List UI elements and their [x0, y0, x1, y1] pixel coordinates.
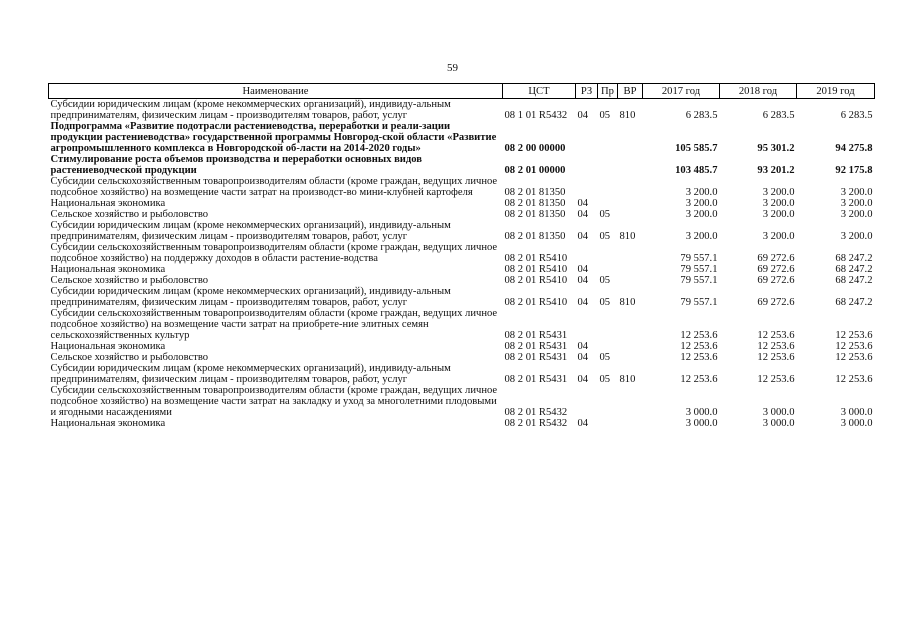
- cell-pr: [598, 154, 618, 176]
- table-row: [49, 242, 875, 264]
- cell-name: Субсидии юридическим лицам (кроме некоммерческих организаций), индивиду-альным предпринимателям, физическим лицам - производителям товаров, работ, услуг: [50, 220, 451, 242]
- cell-pr: 05: [599, 374, 611, 385]
- cell-rz: [576, 176, 598, 198]
- cell-pr: [598, 242, 618, 264]
- cell-cst: 08 2 01 R5410: [504, 275, 568, 286]
- cell-rz: [576, 121, 598, 154]
- cell-y2017: 105 585.7: [675, 143, 718, 154]
- header-2019: 2019 год: [797, 84, 875, 99]
- cell-y2019: 6 283.5: [840, 110, 873, 121]
- cell-name: Стимулирование роста объемов производства и переработки основных видов растениеводческой продукции: [50, 154, 423, 176]
- cell-name: Субсидии сельскохозяйственным товаропроизводителям области (кроме граждан, ведущих личное подсобное хозяйство) на возмещение части затрат на приобрете-ние элитных семян сельскохозяйственных культур: [50, 308, 498, 341]
- cell-cst: 08 2 01 81350: [504, 231, 566, 242]
- table-row: [49, 264, 875, 275]
- table-row: [49, 176, 875, 198]
- cell-cst: 08 2 00 00000: [504, 143, 566, 154]
- table-row: [49, 209, 875, 220]
- cell-rz: 04: [577, 374, 589, 385]
- cell-name: Национальная экономика: [50, 341, 166, 352]
- cell-name: Субсидии сельскохозяйственным товаропроизводителям области (кроме граждан, ведущих личное подсобное хозяйство) на возмещение части затрат на закладку и уход за многолетними плодовыми и ягодными насаждениями: [50, 385, 498, 418]
- cell-rz: 04: [577, 297, 589, 308]
- header-2018: 2018 год: [720, 84, 797, 99]
- cell-vr: [618, 352, 643, 363]
- cell-cst: 08 2 01 R5431: [504, 341, 568, 352]
- cell-pr: [598, 121, 618, 154]
- cell-vr: 810: [619, 297, 636, 308]
- cell-vr: [618, 198, 643, 209]
- table-row: [49, 363, 875, 385]
- cell-y2018: 3 200.0: [762, 187, 795, 198]
- cell-y2018: 12 253.6: [757, 330, 795, 341]
- table-row: [49, 198, 875, 209]
- cell-y2018: 95 301.2: [757, 143, 795, 154]
- header-pr: Пр: [598, 84, 618, 99]
- cell-y2018: 3 000.0: [762, 407, 795, 418]
- table-row: [49, 418, 875, 429]
- cell-y2017: 3 000.0: [685, 407, 718, 418]
- cell-y2017: 3 200.0: [685, 231, 718, 242]
- cell-vr: [618, 176, 643, 198]
- cell-cst: 08 2 01 R5410: [504, 297, 568, 308]
- cell-cst: 08 2 01 81350: [504, 187, 566, 198]
- cell-y2018: 12 253.6: [757, 341, 795, 352]
- cell-y2019: 68 247.2: [835, 275, 873, 286]
- cell-pr: 05: [599, 209, 611, 220]
- header-rz: РЗ: [576, 84, 598, 99]
- table-row: [49, 341, 875, 352]
- cell-y2017: 3 200.0: [685, 209, 718, 220]
- cell-y2017: 3 200.0: [685, 187, 718, 198]
- cell-cst: 08 2 01 R5431: [504, 330, 568, 341]
- cell-cst: 08 2 01 81350: [504, 209, 566, 220]
- cell-rz: 04: [577, 264, 589, 275]
- cell-rz: 04: [577, 231, 589, 242]
- cell-cst: 08 2 01 R5410: [504, 264, 568, 275]
- table-row: [49, 308, 875, 341]
- cell-y2019: 68 247.2: [835, 297, 873, 308]
- cell-y2017: 12 253.6: [680, 374, 718, 385]
- cell-vr: [618, 418, 643, 429]
- cell-y2017: 12 253.6: [680, 341, 718, 352]
- cell-cst: 08 2 01 R5432: [504, 418, 568, 429]
- cell-vr: [618, 308, 643, 341]
- cell-pr: [598, 198, 618, 209]
- cell-name: Национальная экономика: [50, 418, 166, 429]
- cell-pr: [598, 418, 618, 429]
- cell-y2017: 79 557.1: [680, 275, 718, 286]
- cell-name: Субсидии сельскохозяйственным товаропроизводителям области (кроме граждан, ведущих личное подсобное хозяйство) на поддержку доходов в области растение-водства: [50, 242, 498, 264]
- cell-name: Подпрограмма «Развитие подотрасли растениеводства, переработки и реали-зации продукции растениеводства» государственной программы Новгород-ской области «Развитие агропромышленного комплекса в Новгородской об-ласти на 2014-2020 годы»: [50, 121, 497, 154]
- cell-vr: 810: [619, 231, 636, 242]
- cell-y2019: 3 200.0: [840, 209, 873, 220]
- cell-rz: 04: [577, 209, 589, 220]
- cell-vr: [618, 209, 643, 220]
- cell-pr: [598, 308, 618, 341]
- cell-y2018: 3 200.0: [762, 209, 795, 220]
- cell-y2017: 12 253.6: [680, 330, 718, 341]
- cell-vr: [618, 242, 643, 264]
- cell-pr: [598, 341, 618, 352]
- cell-y2018: 12 253.6: [757, 374, 795, 385]
- cell-vr: [618, 264, 643, 275]
- cell-rz: 04: [577, 198, 589, 209]
- cell-cst: 08 2 01 R5432: [504, 407, 568, 418]
- cell-vr: [618, 341, 643, 352]
- cell-vr: 810: [619, 374, 636, 385]
- cell-y2018: 69 272.6: [757, 264, 795, 275]
- cell-rz: 04: [577, 352, 589, 363]
- table-row: [49, 385, 875, 418]
- cell-pr: [598, 264, 618, 275]
- cell-y2018: 69 272.6: [757, 275, 795, 286]
- cell-y2017: 79 557.1: [680, 264, 718, 275]
- cell-name: Сельское хозяйство и рыболовство: [50, 352, 209, 363]
- cell-y2017: 79 557.1: [680, 253, 718, 264]
- cell-y2019: 3 000.0: [840, 418, 873, 429]
- table-row: [49, 121, 875, 154]
- cell-y2019: 94 275.8: [835, 143, 873, 154]
- cell-y2019: 3 200.0: [840, 198, 873, 209]
- cell-y2019: 92 175.8: [835, 165, 873, 176]
- cell-vr: 810: [619, 110, 636, 121]
- budget-table: [48, 83, 875, 429]
- cell-name: Национальная экономика: [50, 264, 166, 275]
- header-2017: 2017 год: [643, 84, 720, 99]
- table-row: [49, 286, 875, 308]
- table-body: [49, 99, 875, 430]
- cell-rz: [576, 308, 598, 341]
- cell-name: Национальная экономика: [50, 198, 166, 209]
- table-row: [49, 352, 875, 363]
- cell-pr: 05: [599, 275, 611, 286]
- table-row: [49, 154, 875, 176]
- cell-y2017: 12 253.6: [680, 352, 718, 363]
- page-number: 59: [447, 62, 458, 74]
- header-cst: ЦСТ: [503, 84, 576, 99]
- cell-rz: [576, 154, 598, 176]
- cell-cst: 08 2 01 00000: [504, 165, 566, 176]
- cell-y2018: 3 200.0: [762, 198, 795, 209]
- cell-y2019: 12 253.6: [835, 341, 873, 352]
- cell-rz: 04: [577, 418, 589, 429]
- cell-rz: [576, 242, 598, 264]
- cell-y2018: 12 253.6: [757, 352, 795, 363]
- cell-y2018: 69 272.6: [757, 253, 795, 264]
- cell-name: Субсидии юридическим лицам (кроме некоммерческих организаций), индивиду-альным предпринимателям, физическим лицам - производителям товаров, работ, услуг: [50, 363, 451, 385]
- cell-name: Субсидии юридическим лицам (кроме некоммерческих организаций), индивиду-альным предпринимателям, физическим лицам - производителям товаров, работ, услуг: [50, 99, 451, 121]
- table-header-row: [49, 84, 875, 99]
- cell-name: Субсидии сельскохозяйственным товаропроизводителям области (кроме граждан, ведущих личное подсобное хозяйство) на возмещение части затрат на производст-во мини-клубней картофеля: [50, 176, 498, 198]
- cell-y2019: 68 247.2: [835, 253, 873, 264]
- cell-name: Сельское хозяйство и рыболовство: [50, 209, 209, 220]
- cell-y2019: 68 247.2: [835, 264, 873, 275]
- cell-y2017: 3 000.0: [685, 418, 718, 429]
- cell-y2019: 3 200.0: [840, 231, 873, 242]
- cell-pr: [598, 385, 618, 418]
- cell-cst: 08 2 01 R5410: [504, 253, 568, 264]
- cell-cst: 08 2 01 R5431: [504, 374, 568, 385]
- cell-rz: 04: [577, 275, 589, 286]
- cell-y2018: 3 200.0: [762, 231, 795, 242]
- cell-cst: 08 2 01 81350: [504, 198, 566, 209]
- table-row: [49, 275, 875, 286]
- cell-rz: 04: [577, 110, 589, 121]
- header-vr: ВР: [618, 84, 643, 99]
- cell-pr: 05: [599, 231, 611, 242]
- cell-vr: [618, 121, 643, 154]
- cell-cst: 08 1 01 R5432: [504, 110, 568, 121]
- cell-cst: 08 2 01 R5431: [504, 352, 568, 363]
- cell-pr: 05: [599, 110, 611, 121]
- cell-y2018: 69 272.6: [757, 297, 795, 308]
- cell-vr: [618, 385, 643, 418]
- cell-y2019: 12 253.6: [835, 374, 873, 385]
- cell-y2019: 3 000.0: [840, 407, 873, 418]
- cell-y2017: 79 557.1: [680, 297, 718, 308]
- cell-y2017: 3 200.0: [685, 198, 718, 209]
- cell-y2018: 93 201.2: [757, 165, 795, 176]
- cell-name: Сельское хозяйство и рыболовство: [50, 275, 209, 286]
- cell-y2019: 3 200.0: [840, 187, 873, 198]
- cell-y2018: 3 000.0: [762, 418, 795, 429]
- cell-pr: [598, 176, 618, 198]
- cell-y2019: 12 253.6: [835, 352, 873, 363]
- table-row: [49, 99, 875, 122]
- cell-rz: [576, 385, 598, 418]
- cell-y2017: 103 485.7: [675, 165, 718, 176]
- cell-pr: 05: [599, 297, 611, 308]
- table-row: [49, 220, 875, 242]
- cell-y2018: 6 283.5: [762, 110, 795, 121]
- cell-y2017: 6 283.5: [685, 110, 718, 121]
- cell-vr: [618, 275, 643, 286]
- header-name: Наименование: [49, 84, 503, 99]
- cell-rz: 04: [577, 341, 589, 352]
- cell-vr: [618, 154, 643, 176]
- cell-pr: 05: [599, 352, 611, 363]
- cell-name: Субсидии юридическим лицам (кроме некоммерческих организаций), индивиду-альным предпринимателям, физическим лицам - производителям товаров, работ, услуг: [50, 286, 451, 308]
- cell-y2019: 12 253.6: [835, 330, 873, 341]
